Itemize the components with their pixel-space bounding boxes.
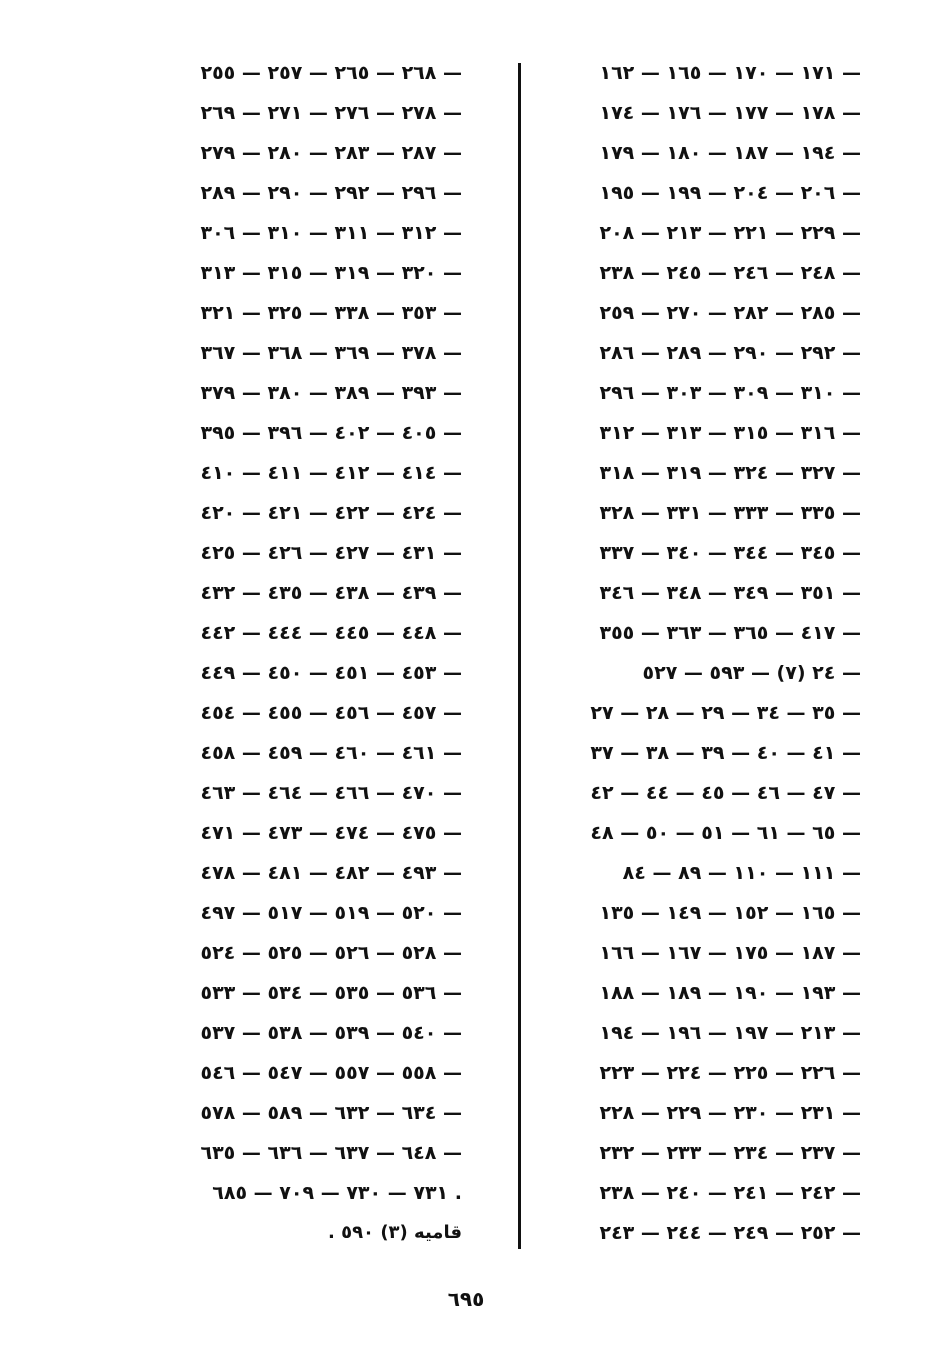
index-row: — ٦٣٤ — ٦٣٢ — ٥٨٩ — ٥٧٨ bbox=[200, 1102, 462, 1124]
index-row: — ٤٣١ — ٤٢٧ — ٤٢٦ — ٤٢٥ bbox=[200, 542, 462, 564]
index-row: — ٤٠٥ — ٤٠٢ — ٣٩٦ — ٣٩٥ bbox=[200, 422, 462, 444]
index-row: — ٢٠٦ — ٢٠٤ — ١٩٩ — ١٩٥ bbox=[599, 182, 861, 204]
index-row: — ٢١٣ — ١٩٧ — ١٩٦ — ١٩٤ bbox=[599, 1022, 861, 1044]
index-row: — ٢٣١ — ٢٣٠ — ٢٢٩ — ٢٢٨ bbox=[599, 1102, 861, 1124]
index-row: — ٥٥٨ — ٥٥٧ — ٥٤٧ — ٥٤٦ bbox=[200, 1062, 462, 1084]
index-row: . ٧٣١ — ٧٣٠ — ٧٠٩ — ٦٨٥ bbox=[212, 1182, 462, 1204]
index-row: — ٤١٧ — ٣٦٥ — ٣٦٣ — ٣٥٥ bbox=[599, 622, 861, 644]
index-column-left bbox=[132, 53, 462, 1253]
index-row: — ٢٦٨ — ٢٦٥ — ٢٥٧ — ٢٥٥ bbox=[200, 62, 462, 84]
index-row: — ٢٧٨ — ٢٧٦ — ٢٧١ — ٢٦٩ bbox=[200, 102, 462, 124]
index-row: — ٤٢٤ — ٤٢٢ — ٤٢١ — ٤٢٠ bbox=[200, 502, 462, 524]
index-row: — ٤١٤ — ٤١٢ — ٤١١ — ٤١٠ bbox=[200, 462, 462, 484]
index-row: — ٣٤٥ — ٣٤٤ — ٣٤٠ — ٣٣٧ bbox=[599, 542, 861, 564]
index-row: — ٤٧ — ٤٦ — ٤٥ — ٤٤ — ٤٢ bbox=[590, 782, 861, 804]
index-row: — ٢٤٨ — ٢٤٦ — ٢٤٥ — ٢٣٨ bbox=[599, 262, 861, 284]
index-row: — ١٧١ — ١٧٠ — ١٦٥ — ١٦٢ bbox=[599, 62, 861, 84]
column-divider bbox=[518, 63, 521, 1249]
index-row: — ٤٩٣ — ٤٨٢ — ٤٨١ — ٤٧٨ bbox=[200, 862, 462, 884]
index-row: — ٥٢٠ — ٥١٩ — ٥١٧ — ٤٩٧ bbox=[200, 902, 462, 924]
index-row: — ٥٤٠ — ٥٣٩ — ٥٣٨ — ٥٣٧ bbox=[200, 1022, 462, 1044]
index-row-note: قاميه (٣) ٥٩٠ . bbox=[327, 1222, 462, 1243]
index-row: — ٤٣٩ — ٤٣٨ — ٤٣٥ — ٤٣٢ bbox=[200, 582, 462, 604]
index-column-right bbox=[531, 53, 861, 1253]
index-row: — ٤٧٥ — ٤٧٤ — ٤٧٣ — ٤٧١ bbox=[200, 822, 462, 844]
index-row: — ٣١٦ — ٣١٥ — ٣١٣ — ٣١٢ bbox=[599, 422, 861, 444]
index-row: — ٢٤٢ — ٢٤١ — ٢٤٠ — ٢٣٨ bbox=[599, 1182, 861, 1204]
index-row: — ٣٧٨ — ٣٦٩ — ٣٦٨ — ٣٦٧ bbox=[200, 342, 462, 364]
index-row: — ٢٨٧ — ٢٨٣ — ٢٨٠ — ٢٧٩ bbox=[200, 142, 462, 164]
index-row: — ٣٥١ — ٣٤٩ — ٣٤٨ — ٣٤٦ bbox=[599, 582, 861, 604]
index-row: — ٣٩٣ — ٣٨٩ — ٣٨٠ — ٣٧٩ bbox=[200, 382, 462, 404]
index-row: — ٦٤٨ — ٦٣٧ — ٦٣٦ — ٦٣٥ bbox=[200, 1142, 462, 1164]
index-row: — ٥٣٦ — ٥٣٥ — ٥٣٤ — ٥٣٣ bbox=[200, 982, 462, 1004]
index-row: — ٢٩٢ — ٢٩٠ — ٢٨٩ — ٢٨٦ bbox=[599, 342, 861, 364]
index-row: — ٤١ — ٤٠ — ٣٩ — ٣٨ — ٣٧ bbox=[590, 742, 861, 764]
index-row: — ٢٨٥ — ٢٨٢ — ٢٧٠ — ٢٥٩ bbox=[599, 302, 861, 324]
index-row: — ١٩٣ — ١٩٠ — ١٨٩ — ١٨٨ bbox=[599, 982, 861, 1004]
index-row: — ١٧٨ — ١٧٧ — ١٧٦ — ١٧٤ bbox=[599, 102, 861, 124]
index-row: — ٤٦١ — ٤٦٠ — ٤٥٩ — ٤٥٨ bbox=[200, 742, 462, 764]
index-row: — ٣٢٧ — ٣٢٤ — ٣١٩ — ٣١٨ bbox=[599, 462, 861, 484]
index-row: — ٢٢٦ — ٢٢٥ — ٢٢٤ — ٢٢٣ bbox=[599, 1062, 861, 1084]
index-row: — ٥٢٨ — ٥٢٦ — ٥٢٥ — ٥٢٤ bbox=[200, 942, 462, 964]
index-row: — ٣١٠ — ٣٠٩ — ٣٠٣ — ٢٩٦ bbox=[599, 382, 861, 404]
index-row: — ٢٢٩ — ٢٢١ — ٢١٣ — ٢٠٨ bbox=[599, 222, 861, 244]
index-row: — ٤٥٧ — ٤٥٦ — ٤٥٥ — ٤٥٤ bbox=[200, 702, 462, 724]
index-row: — ٢٥٢ — ٢٤٩ — ٢٤٤ — ٢٤٣ bbox=[599, 1222, 861, 1244]
index-row: — ٢٤ (٧) — ٥٩٣ — ٥٢٧ bbox=[642, 662, 861, 684]
index-row: — ٦٥ — ٦١ — ٥١ — ٥٠ — ٤٨ bbox=[590, 822, 861, 844]
index-row: — ١٨٧ — ١٧٥ — ١٦٧ — ١٦٦ bbox=[599, 942, 861, 964]
index-row: — ٤٥٣ — ٤٥١ — ٤٥٠ — ٤٤٩ bbox=[200, 662, 462, 684]
index-row: — ٣٢٠ — ٣١٩ — ٣١٥ — ٣١٣ bbox=[200, 262, 462, 284]
index-row: — ٤٤٨ — ٤٤٥ — ٤٤٤ — ٤٤٢ bbox=[200, 622, 462, 644]
index-row: — ٣٣٥ — ٣٣٣ — ٣٣١ — ٣٢٨ bbox=[599, 502, 861, 524]
index-row: — ٣٥٣ — ٣٣٨ — ٣٢٥ — ٣٢١ bbox=[200, 302, 462, 324]
index-row: — ١١١ — ١١٠ — ٨٩ — ٨٤ bbox=[622, 862, 861, 884]
page-number: ٦٩٥ bbox=[447, 1287, 485, 1311]
index-row: — ١٩٤ — ١٨٧ — ١٨٠ — ١٧٩ bbox=[599, 142, 861, 164]
index-row: — ٤٧٠ — ٤٦٦ — ٤٦٤ — ٤٦٣ bbox=[200, 782, 462, 804]
index-row: — ٣١٢ — ٣١١ — ٣١٠ — ٣٠٦ bbox=[200, 222, 462, 244]
index-row: — ١٦٥ — ١٥٢ — ١٤٩ — ١٣٥ bbox=[599, 902, 861, 924]
index-row: — ٢٩٦ — ٢٩٢ — ٢٩٠ — ٢٨٩ bbox=[200, 182, 462, 204]
index-row: — ٢٣٧ — ٢٣٤ — ٢٣٣ — ٢٣٢ bbox=[599, 1142, 861, 1164]
index-row: — ٣٥ — ٣٤ — ٢٩ — ٢٨ — ٢٧ bbox=[590, 702, 861, 724]
